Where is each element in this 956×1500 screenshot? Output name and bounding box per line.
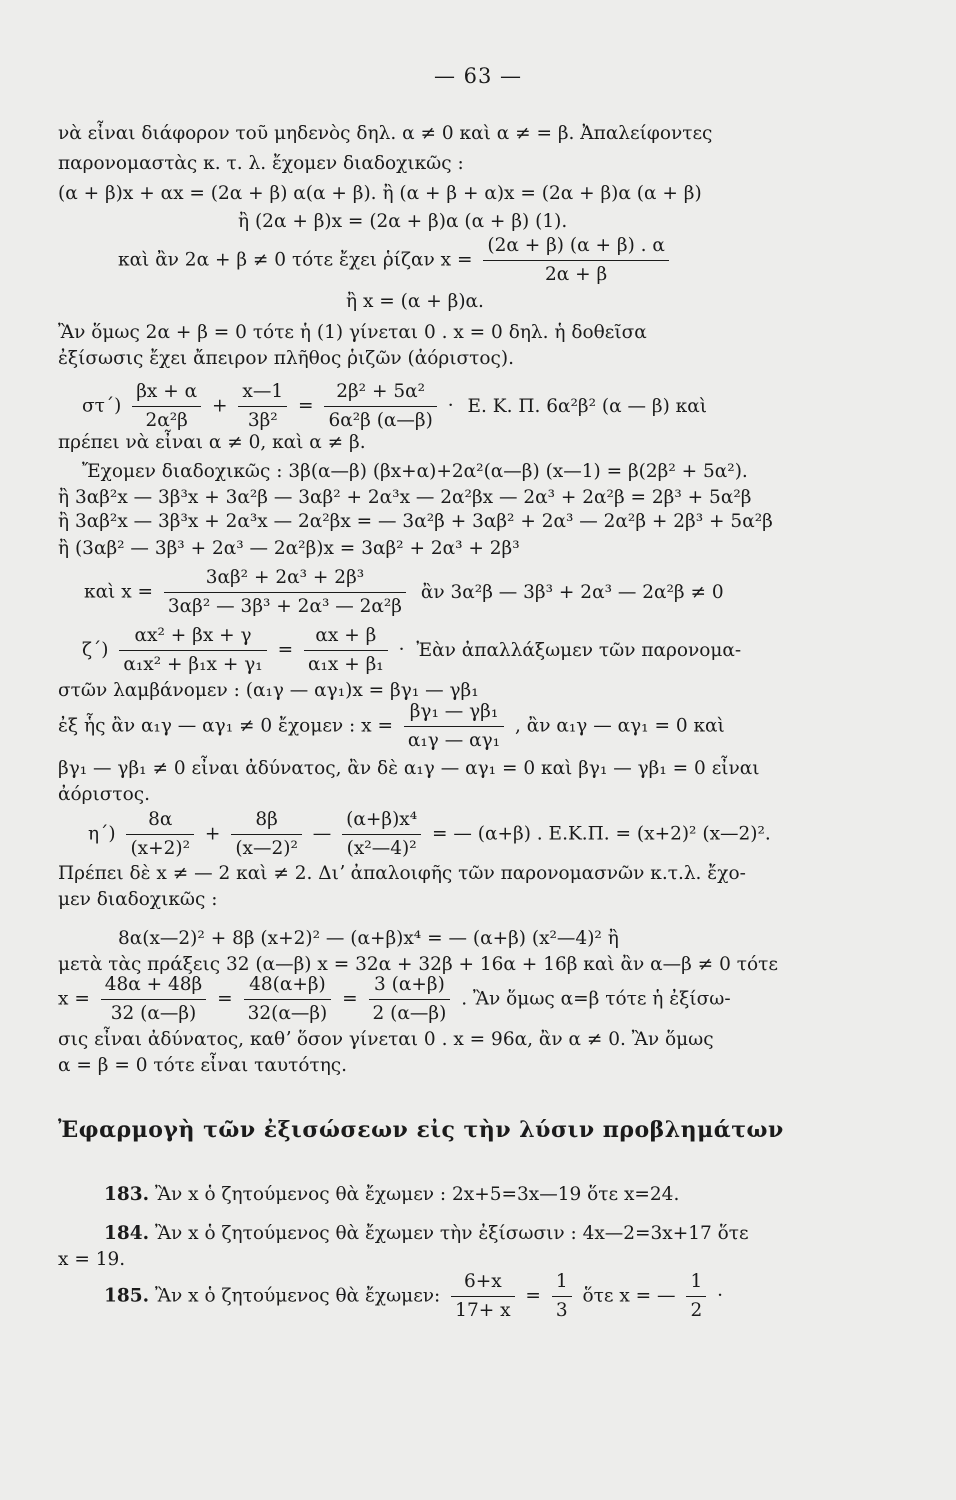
text-line: ἢ x = (α + β)α. — [346, 291, 484, 312]
problem-number: 185. — [104, 1285, 150, 1307]
fraction-numerator: 1 — [552, 1270, 572, 1297]
text-fragment: E. K. Π. 6α²β² (α — β) καὶ — [467, 395, 707, 417]
fraction-denominator: 17+ x — [455, 1300, 511, 1321]
text-line: ἀόριστος. — [58, 784, 151, 805]
text-line: στῶν λαμβάνομεν : (α₁γ — αγ₁)x = βγ₁ — γβ₁ — [58, 680, 479, 701]
text-line: Ἔχομεν διαδοχικῶς : 3β(α—β) (βx+α)+2α²(α—β) (x—1) = β(2β² + 5α²). — [82, 461, 748, 482]
fraction-numerator: 6+x — [451, 1270, 514, 1297]
fraction-numerator: (2α + β) (α + β) . α — [483, 234, 669, 261]
fraction-denominator: 2 (α—β) — [372, 1003, 447, 1024]
text-line: 8α(x—2)² + 8β (x+2)² — (α+β)x⁴ = — (α+β) (x²—4)² ἢ — [118, 928, 619, 949]
fraction-numerator: 3 (α+β) — [369, 973, 451, 1000]
text-line: ἢ 3αβ²x — 3β³x + 3α²β — 3αβ² + 2α³x — 2α²βx — 2α³ + 2α²β = 2β³ + 5α²β — [58, 487, 752, 508]
fraction-denominator: 32(α—β) — [247, 1003, 328, 1024]
equation-line — [88, 808, 771, 861]
fraction-denominator: 32 (α—β) — [110, 1003, 197, 1024]
text-line: (α + β)x + αx = (2α + β) α(α + β). ἢ (α + β + α)x = (2α + β)α (α + β) — [58, 183, 702, 204]
fraction-denominator: 2α + β — [545, 264, 608, 285]
text-fragment: ἐξ ἧς ἂν α₁γ — αγ₁ ≠ 0 ἔχομεν : x = — [58, 715, 393, 737]
fraction-numerator: 8β — [231, 808, 302, 835]
text-fragment: . Ἂν ὅμως α=β τότε ἡ ἐξίσω- — [461, 988, 731, 1010]
fraction-numerator: 1 — [686, 1270, 706, 1297]
text-line: Ἂν ὅμως 2α + β = 0 τότε ἡ (1) γίνεται 0 . x = 0 δηλ. ἡ δοθεῖσα — [58, 322, 647, 343]
fraction-numerator: 2β² + 5α² — [324, 380, 436, 407]
fraction-numerator: 48(α+β) — [244, 973, 332, 1000]
text-line: βγ₁ — γβ₁ ≠ 0 εἶναι ἀδύνατος, ἂν δὲ α₁γ — αγ₁ = 0 καὶ βγ₁ — γβ₁ = 0 εἶναι — [58, 758, 760, 779]
text-line: παρονομαστὰς κ. τ. λ. ἔχομεν διαδοχικῶς : — [58, 153, 464, 174]
operator: = — [342, 988, 358, 1010]
problem-line — [104, 1270, 723, 1323]
fraction-denominator: (x—2)² — [235, 838, 298, 859]
fraction — [342, 808, 421, 861]
item-label: ζ´) — [82, 639, 109, 661]
fraction-numerator: αx² + βx + γ — [119, 624, 266, 651]
item-label: η´) — [88, 823, 116, 845]
problem-line — [104, 1222, 749, 1246]
fraction — [324, 380, 436, 433]
fraction — [369, 973, 451, 1026]
problem-number: 184. — [104, 1223, 150, 1244]
fraction — [119, 624, 266, 677]
fraction — [404, 700, 504, 753]
text-fragment: x = — [58, 988, 90, 1010]
problem-text: Ἂν x ὁ ζητούμενος θὰ ἔχωμεν τὴν ἐξίσωσιν : 4x—2=3x+17 ὅτε — [154, 1223, 749, 1244]
problem-text: Ἂν x ὁ ζητούμενος θὰ ἔχωμεν : 2x+5=3x—19 ὅτε x=24. — [154, 1184, 680, 1205]
text-line: α = β = 0 τότε εἶναι ταυτότης. — [58, 1055, 348, 1076]
text-fragment: , ἂν α₁γ — αγ₁ = 0 καὶ — [514, 715, 725, 737]
fraction — [238, 380, 287, 433]
operator: · — [717, 1285, 723, 1307]
fraction-denominator: α₁x² + β₁x + γ₁ — [123, 654, 263, 675]
text-line: ἐξίσωσις ἔχει ἄπειρον πλῆθος ῥιζῶν (ἀόριστος). — [58, 348, 514, 369]
equation-line — [84, 566, 724, 619]
text-line: x = 19. — [58, 1249, 126, 1270]
text-line: μεν διαδοχικῶς : — [58, 889, 218, 910]
operator: · — [447, 395, 454, 417]
text-line: Πρέπει δὲ x ≠ — 2 καὶ ≠ 2. Διʼ ἀπαλοιφῆς τῶν παρονομασνῶν κ.τ.λ. ἔχο- — [58, 863, 746, 884]
fraction-numerator: 3αβ² + 2α³ + 2β³ — [164, 566, 406, 593]
fraction-denominator: 3αβ² — 3β³ + 2α³ — 2α²β — [167, 596, 403, 617]
fraction — [686, 1270, 706, 1323]
text-line: ἢ (3αβ² — 3β³ + 2α³ — 2α²β)x = 3αβ² + 2α³ + 2β³ — [58, 538, 520, 559]
text-fragment: ἂν 3α²β — 3β³ + 2α³ — 2α²β ≠ 0 — [420, 581, 724, 603]
fraction — [244, 973, 332, 1026]
fraction-denominator: (x²—4)² — [346, 838, 417, 859]
fraction — [483, 234, 669, 287]
text-fragment: καὶ x = — [84, 581, 154, 603]
equation-line — [58, 973, 731, 1026]
text-fragment: Ἐὰν ἀπαλλάξωμεν τῶν παρονομα- — [416, 639, 742, 661]
fraction — [126, 808, 194, 861]
fraction — [451, 1270, 514, 1323]
fraction-denominator: 6α²β (α—β) — [328, 410, 433, 431]
problem-line — [104, 1183, 679, 1207]
text-line: μετὰ τὰς πράξεις 32 (α—β) x = 32α + 32β + 16α + 16β καὶ ἂν α—β ≠ 0 τότε — [58, 954, 778, 975]
operator: = — [298, 395, 314, 417]
fraction-numerator: αx + β — [304, 624, 388, 651]
text-line: πρέπει νὰ εἶναι α ≠ 0, καὶ α ≠ β. — [58, 432, 366, 453]
section-heading: Ἐφαρμογὴ τῶν ἐξισώσεων εἰς τὴν λύσιν προβλημάτων — [58, 1117, 784, 1143]
operator: = — [277, 639, 294, 661]
fraction — [552, 1270, 572, 1323]
fraction — [304, 624, 388, 677]
text-line: νὰ εἶναι διάφορον τοῦ μηδενὸς δηλ. α ≠ 0 καὶ α ≠ = β. Ἀπαλείφοντες — [58, 123, 713, 144]
fraction-denominator: α₁γ — αγ₁ — [407, 730, 501, 751]
text-line: σις εἶναι ἀδύνατος, καθʼ ὅσον γίνεται 0 . x = 96α, ἂν α ≠ 0. Ἂν ὅμως — [58, 1029, 714, 1050]
fraction-denominator: 3 — [555, 1300, 568, 1321]
operator: + — [212, 395, 228, 417]
fraction-numerator: (α+β)x⁴ — [342, 808, 421, 835]
equation-line — [82, 624, 741, 677]
operator: = — [525, 1285, 541, 1307]
fraction-numerator: 48α + 48β — [101, 973, 207, 1000]
item-label: στ´) — [82, 395, 122, 417]
text-fragment: = — (α+β) . E.K.Π. = (x+2)² (x—2)². — [432, 823, 771, 845]
fraction-denominator: α₁x + β₁ — [308, 654, 384, 675]
page-number: — 63 — — [433, 64, 523, 88]
fraction-denominator: 2α²β — [145, 410, 188, 431]
fraction-denominator: (x+2)² — [130, 838, 191, 859]
fraction — [164, 566, 406, 619]
fraction — [132, 380, 201, 433]
fraction-numerator: 8α — [126, 808, 194, 835]
text-fragment: καὶ ἂν 2α + β ≠ 0 τότε ἔχει ῥίζαν x = — [118, 249, 473, 271]
fraction-denominator: 2 — [690, 1300, 703, 1321]
fraction — [231, 808, 302, 861]
fraction-denominator: 3β² — [247, 410, 278, 431]
operator: — — [312, 823, 332, 845]
problem-text: ὅτε x = — — [582, 1285, 676, 1307]
operator: = — [217, 988, 233, 1010]
problem-number: 183. — [104, 1184, 150, 1205]
fraction — [101, 973, 207, 1026]
equation-line — [58, 700, 725, 753]
operator: + — [204, 823, 221, 845]
problem-text: Ἂν x ὁ ζητούμενος θὰ ἔχωμεν: — [154, 1285, 441, 1307]
equation-line — [82, 380, 707, 433]
operator: · — [398, 639, 405, 661]
equation-line — [118, 234, 674, 287]
fraction-numerator: βx + α — [132, 380, 201, 407]
text-line: ἢ (2α + β)x = (2α + β)α (α + β) (1). — [238, 211, 568, 232]
fraction-numerator: βγ₁ — γβ₁ — [404, 700, 504, 727]
text-line: ἢ 3αβ²x — 3β³x + 2α³x — 2α²βx = — 3α²β + 3αβ² + 2α³ — 2α²β + 2β³ + 5α²β — [58, 511, 773, 532]
fraction-numerator: x—1 — [238, 380, 287, 407]
